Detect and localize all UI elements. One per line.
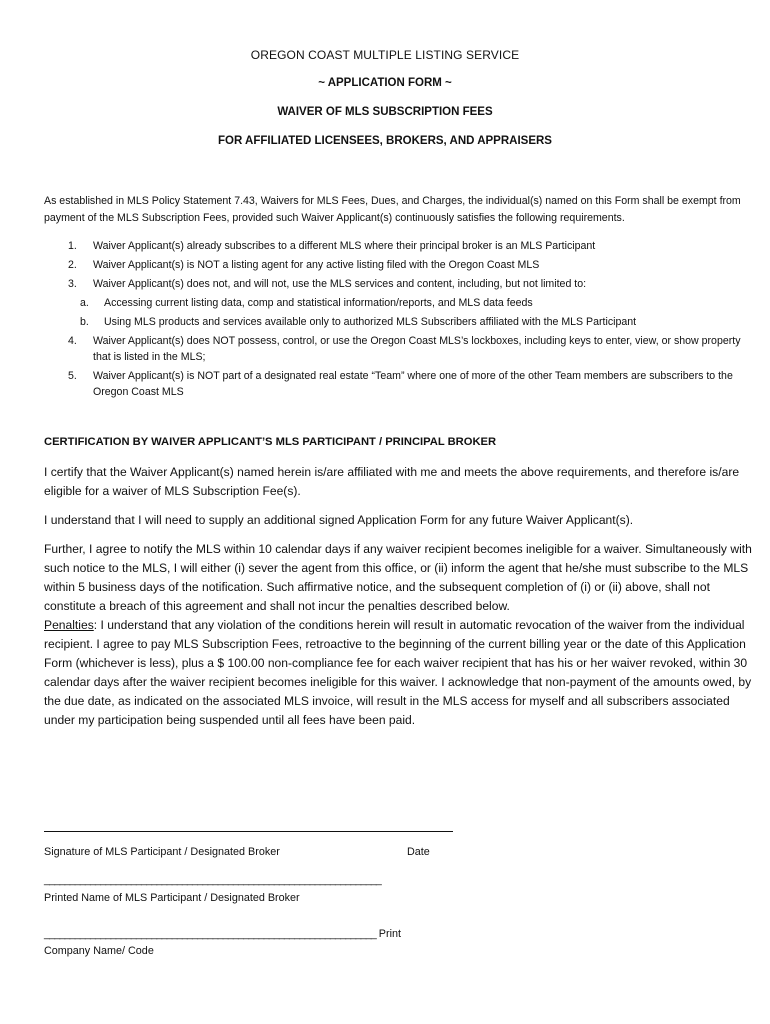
list-number: 5.: [68, 370, 77, 382]
certification-heading: CERTIFICATION BY WAIVER APPLICANT’S MLS PARTICIPANT / PRINCIPAL BROKER: [44, 436, 497, 448]
list-text: Waiver Applicant(s) is NOT part of a designated real estate “Team” where one of more of the other Team members are subscribers to the Oregon Coast MLS: [93, 370, 733, 398]
form-subtitle: FOR AFFILIATED LICENSEES, BROKERS, AND APPRAISERS: [218, 135, 552, 147]
date-label: Date: [407, 846, 430, 858]
company-line-row: [44, 928, 401, 940]
printed-name-line[interactable]: __________________________________________________________________: [44, 874, 381, 886]
list-text: Waiver Applicant(s) does not, and will not, use the MLS services and content, including, but not limited to:: [93, 278, 587, 290]
form-title: WAIVER OF MLS SUBSCRIPTION FEES: [277, 106, 493, 118]
list-item: [44, 257, 749, 273]
company-name-line[interactable]: _________________________________________________________________: [44, 928, 376, 940]
notification-paragraph: Further, I agree to notify the MLS within 10 calendar days if any waiver recipient becomes ineligible for a waiver. Simultaneously with such notice to the MLS, I will either (i) sever the agent from this office, or (ii) inform the agent that he/she must subscribe to the MLS within 5 business days of the notification. Such affirmative notice, and the subsequent completion of (i) or (ii) above, shall not constitute a breach of this agreement and shall not incur the penalties described below.: [44, 542, 752, 613]
printed-name-label: Printed Name of MLS Participant / Designated Broker: [44, 892, 300, 904]
future-applicants-paragraph: I understand that I will need to supply an additional signed Application Form for any future Waiver Applicant(s).: [44, 513, 634, 527]
list-item: [44, 368, 749, 400]
list-item: [44, 333, 749, 365]
list-text: Waiver Applicant(s) does NOT possess, control, or use the Oregon Coast MLS’s lockboxes, including keys to enter, view, or show property that is listed in the MLS;: [93, 335, 741, 363]
list-number: a.: [80, 297, 89, 309]
signature-label: Signature of MLS Participant / Designated Broker: [44, 846, 280, 858]
print-label: Print: [375, 928, 402, 940]
list-item: [44, 238, 749, 254]
list-number: 1.: [68, 240, 77, 252]
penalties-paragraph: [44, 616, 752, 730]
intro-paragraph: As established in MLS Policy Statement 7.43, Waivers for MLS Fees, Dues, and Charges, the individual(s) named on this Form shall be exempt from payment of the MLS Subscription Fees, provided such Waiver Applicant(s) continuously satisfies the following requirements.: [44, 195, 741, 224]
list-text: Waiver Applicant(s) already subscribes to a different MLS where their principal broker is an MLS Participant: [93, 240, 596, 252]
form-type: ~ APPLICATION FORM ~: [318, 77, 452, 89]
list-number: 2.: [68, 259, 77, 271]
penalties-label: Penalties: [44, 618, 94, 632]
list-number: 3.: [68, 278, 77, 290]
list-item: [44, 276, 749, 292]
org-name: OREGON COAST MULTIPLE LISTING SERVICE: [250, 48, 520, 62]
signature-line[interactable]: [44, 831, 453, 832]
certify-paragraph: I certify that the Waiver Applicant(s) named herein is/are affiliated with me and meets the above requirements, and therefore is/are eligible for a waiver of MLS Subscription Fee(s).: [44, 465, 740, 498]
list-number: b.: [80, 316, 89, 328]
requirements-list: [44, 238, 749, 403]
list-text: Accessing current listing data, comp and statistical information/reports, and MLS data feeds: [104, 297, 533, 309]
list-item: [44, 314, 749, 330]
list-number: 4.: [68, 335, 77, 347]
penalties-text: : I understand that any violation of the conditions herein will result in automatic revocation of the waiver from the individual recipient. I agree to pay MLS Subscription Fees, retroactive to the beginning of the current billing year or the date of this Application Form (whichever is less), plus a $ 100.00 non-compliance fee for each waiver recipient that has his or her waiver revoked, within 30 calendar days after the waiver recipient becomes ineligible for this waiver. I acknowledge that non-payment of the amounts owed, by the due date, as indicated on the associated MLS invoice, will result in the MLS access for myself and all subscribers associated under my participation being suspended until all fees have been paid.: [44, 618, 752, 727]
company-name-label: Company Name/ Code: [44, 945, 154, 957]
list-text: Using MLS products and services available only to authorized MLS Subscribers affiliated with the MLS Participant: [104, 316, 637, 328]
list-item: [44, 295, 749, 311]
list-text: Waiver Applicant(s) is NOT a listing agent for any active listing filed with the Oregon Coast MLS: [93, 259, 540, 271]
